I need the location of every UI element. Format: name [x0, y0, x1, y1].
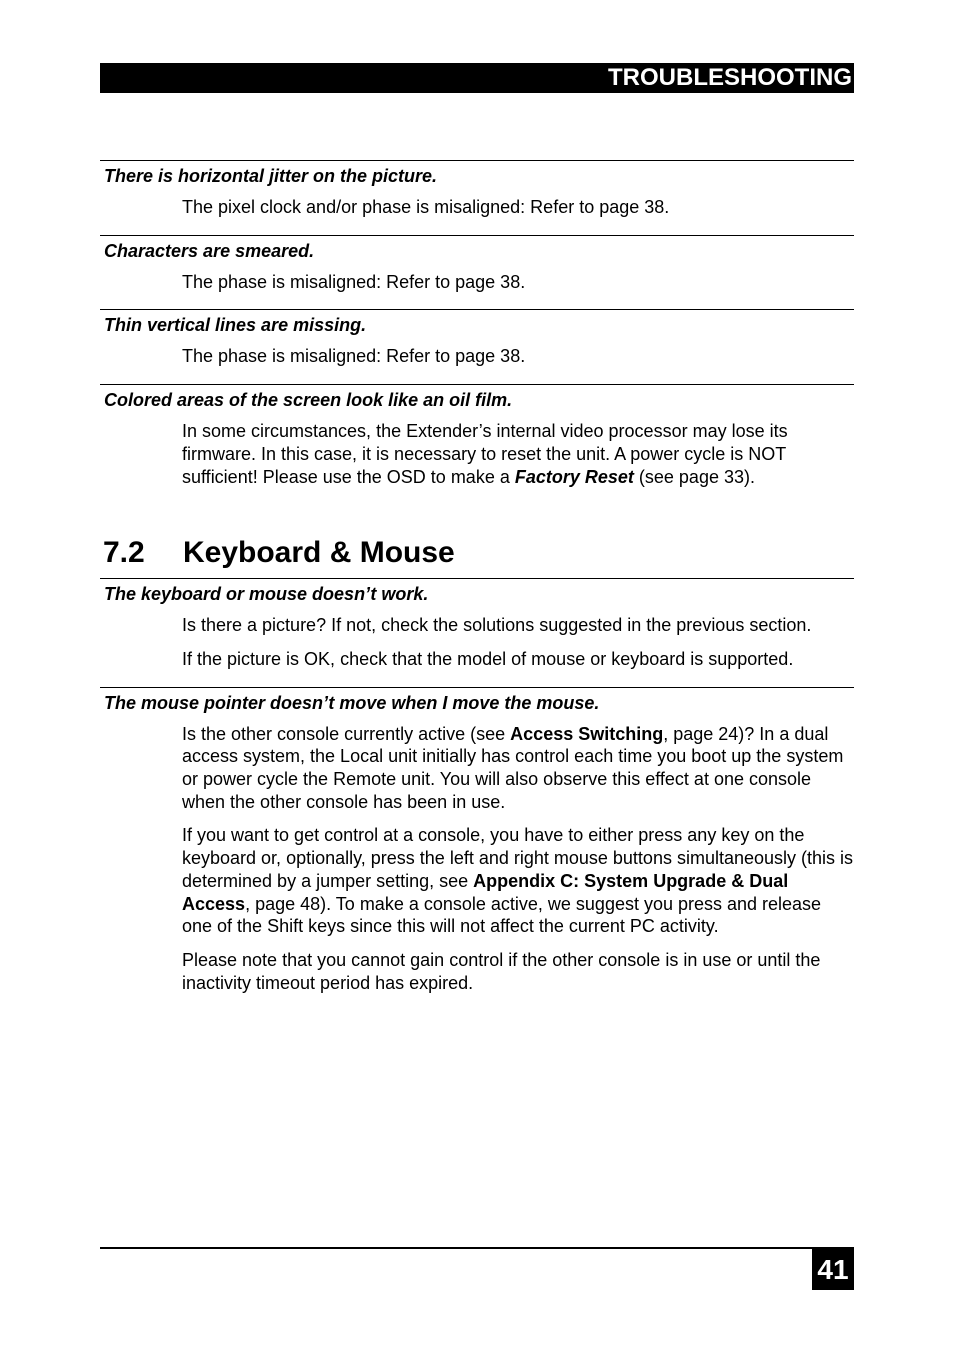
solution-keyboard-2: If the picture is OK, check that the model of mouse or keyboard is supported. [182, 648, 794, 669]
chapter-header [100, 63, 854, 93]
problem-heading-thin-lines: Thin vertical lines are missing. [100, 309, 854, 333]
solution-text: , page 48). To make a console active, we suggest you press and release one of the Shift keys since this will not affect the current PC activity. [182, 893, 822, 937]
access-switching-ref: Access Switching [510, 723, 664, 744]
problem-heading-mouse: The mouse pointer doesn’t move when I move the mouse. [100, 687, 854, 711]
footer-rule [100, 1247, 854, 1249]
solution-jitter: The pixel clock and/or phase is misaligned: Refer to page 38. [182, 197, 670, 217]
factory-reset-term: Factory Reset [514, 466, 634, 487]
chapter-title: TROUBLESHOOTING [608, 64, 852, 91]
solution-mouse-1 [182, 723, 854, 814]
solution-oil-film [182, 420, 854, 488]
section-title: Keyboard & Mouse [183, 536, 455, 570]
solution-keyboard-1: Is there a picture? If not, check the solutions suggested in the previous section. [182, 615, 812, 636]
problem-heading-keyboard: The keyboard or mouse doesn’t work. [100, 578, 854, 602]
solution-mouse-3: Please note that you cannot gain control if the other console is in use or until the inactivity timeout period has expired. [182, 949, 821, 993]
solution-thin-lines: The phase is misaligned: Refer to page 38. [182, 346, 526, 367]
problem-heading-oil-film: Colored areas of the screen look like an oil film. [100, 384, 854, 408]
solution-mouse-2 [182, 824, 854, 938]
solution-text: , page 24)? In a dual access system, the Local unit initially has control each time you boot up the system or power cycle the Remote unit. You will also observe this effect at one console when the other console has been in use. [182, 723, 844, 812]
section-number: 7.2 [103, 536, 145, 570]
solution-text: In some circumstances, the Extender’s internal video processor may lose its firmware. In this case, it is necessary to reset the unit. A power cycle is NOT sufficient! Please use the OSD to make a [182, 421, 788, 487]
problem-heading-jitter: There is horizontal jitter on the picture. [100, 160, 854, 184]
section-heading [103, 536, 854, 578]
page-content [100, 160, 854, 994]
solution-smeared: The phase is misaligned: Refer to page 38. [182, 271, 526, 292]
page-number: 41 [812, 1249, 854, 1290]
solution-text: (see page 33). [633, 466, 755, 487]
solution-text: If you want to get control at a console, you have to either press any key on the keyboard or, optionally, press the left and right mouse buttons simultaneously (this is determined by a jumper setting, see [182, 825, 854, 891]
solution-text: Is the other console currently active (see [182, 723, 511, 744]
problem-heading-smeared: Characters are smeared. [100, 235, 854, 259]
appendix-c-ref: Appendix C: System Upgrade & Dual Access [182, 870, 789, 914]
